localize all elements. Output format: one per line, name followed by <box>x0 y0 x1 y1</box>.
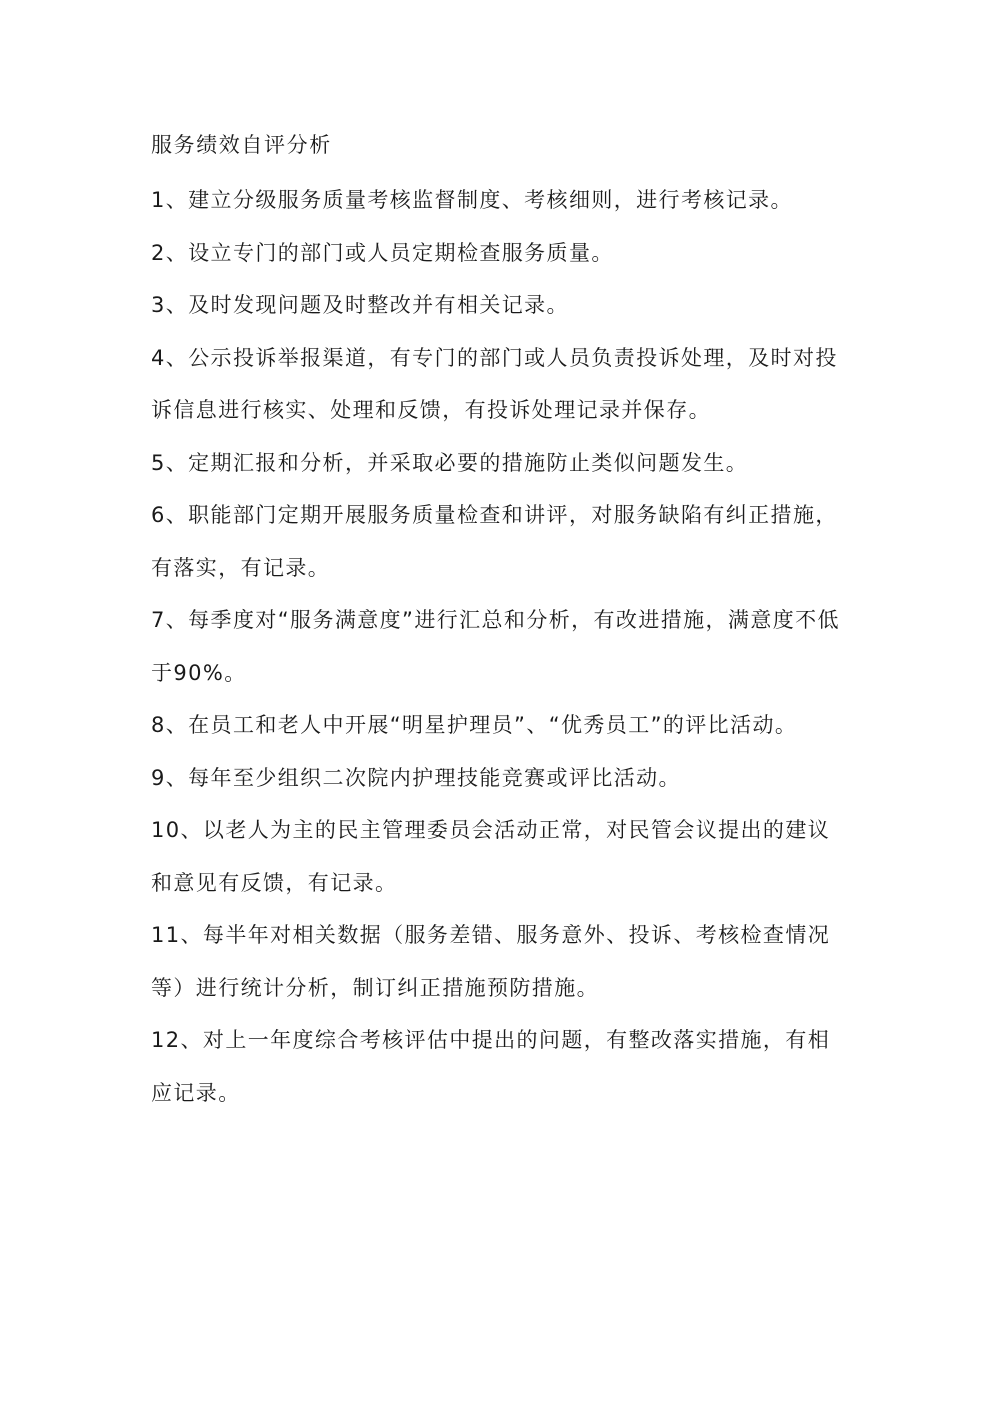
list-item-6: 6、职能部门定期开展服务质量检查和讲评，对服务缺陷有纠正措施，有落实，有记录。 <box>151 503 838 580</box>
list-item-5: 5、定期汇报和分析，并采取必要的措施防止类似问题发生。 <box>151 450 749 475</box>
document-title: 服务绩效自评分析 <box>151 133 332 157</box>
list-item-11: 11、每半年对相关数据（服务差错、服务意外、投诉、考核检查情况等）进行统计分析，制订纠正措施预防措施。 <box>151 923 831 1000</box>
list-item-1: 1、建立分级服务质量考核监督制度、考核细则，进行考核记录。 <box>151 188 793 212</box>
list-item-10: 10、以老人为主的民主管理委员会活动正常，对民管会议提出的建议和意见有反馈，有记录。 <box>151 818 831 895</box>
list-item-4: 4、公示投诉举报渠道，有专门的部门或人员负责投诉处理，及时对投诉信息进行核实、处理和反馈，有投诉处理记录并保存。 <box>151 345 838 422</box>
list-item-2: 2、设立专门的部门或人员定期检查服务质量。 <box>151 240 614 265</box>
list-item-8: 8、在员工和老人中开展“明星护理员”、“优秀员工”的评比活动。 <box>151 713 798 737</box>
list-item-9: 9、每年至少组织二次院内护理技能竞赛或评比活动。 <box>151 765 681 790</box>
list-item-7: 7、每季度对“服务满意度”进行汇总和分析，有改进措施，满意度不低于90%。 <box>151 608 840 685</box>
document-body <box>151 122 851 1119</box>
list-item-3: 3、及时发现问题及时整改并有相关记录。 <box>151 293 569 317</box>
list-item-12: 12、对上一年度综合考核评估中提出的问题，有整改落实措施，有相应记录。 <box>151 1028 831 1105</box>
